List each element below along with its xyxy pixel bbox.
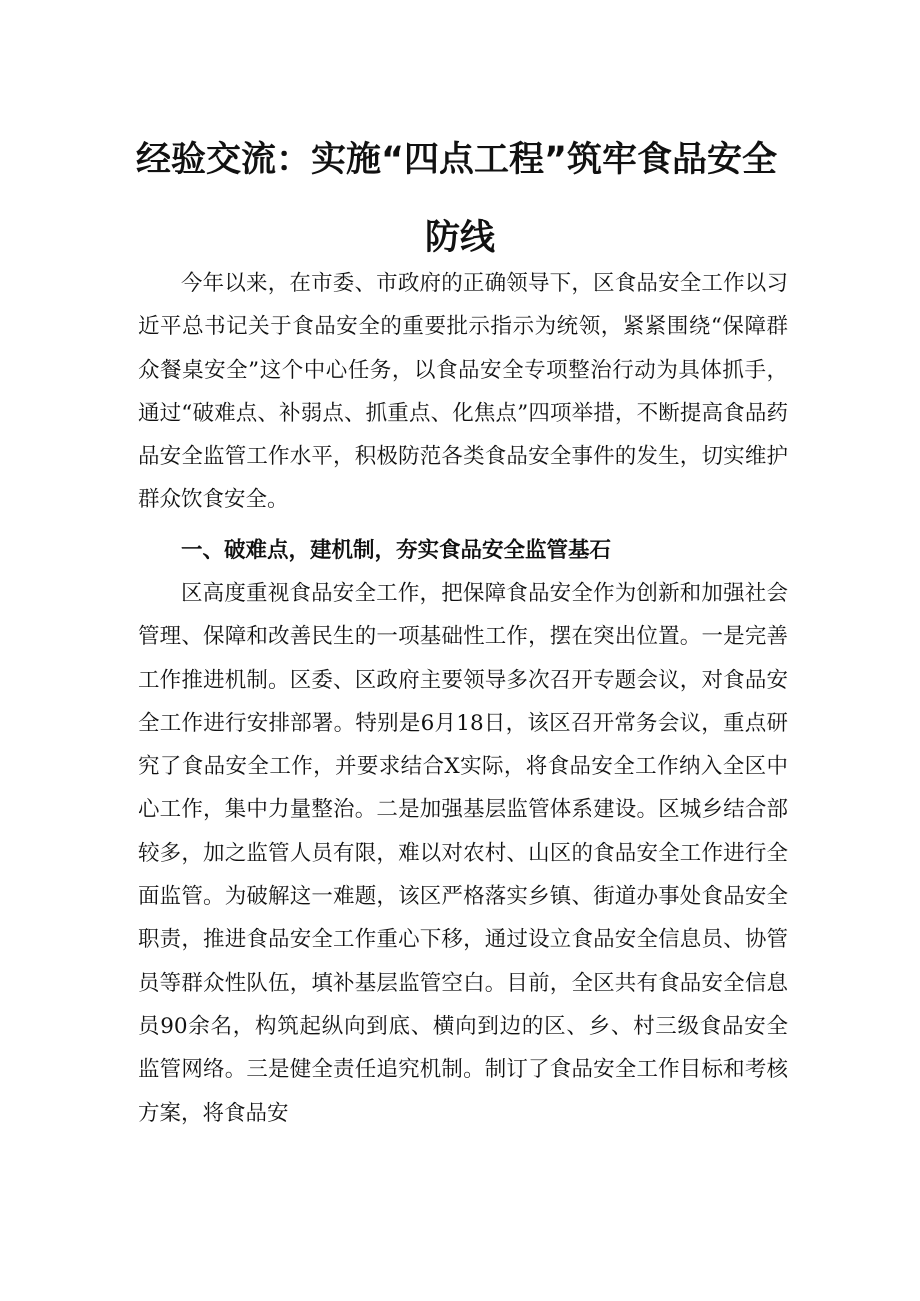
- document-title-line-2: 防线: [424, 218, 495, 258]
- body-paragraph-intro: [138, 262, 788, 522]
- section-heading-text: 一、破难点，建机制，夯实食品安全监管基石: [181, 538, 612, 563]
- body-paragraph-section-1: [138, 572, 788, 1135]
- paragraph-text: 区高度重视食品安全工作，把保障食品安全作为创新和加强社会管理、保障和改善民生的一项基础性工作，摆在突出位置。一是完善工作推进机制。区委、区政府主要领导多次召开专题会议，对食品安全工作进行安排部署。特别是6月18日，该区召开常务会议，重点研究了食品安全工作，并要求结合X实际，将食品安全工作纳入全区中心工作，集中力量整治。二是加强基层监管体系建设。区城乡结合部较多，加之监管人员有限，难以对农村、山区的食品安全工作进行全面监管。为破解这一难题，该区严格落实乡镇、街道办事处食品安全职责，推进食品安全工作重心下移，通过设立食品安全信息员、协管员等群众性队伍，填补基层监管空白。目前，全区共有食品安全信息员90余名，构筑起纵向到底、横向到边的区、乡、村三级食品安全监管网络。三是健全责任追究机制。制订了食品安全工作目标和考核方案，将食品安: [138, 581, 788, 1126]
- paragraph-text: 今年以来，在市委、市政府的正确领导下，区食品安全工作以习近平总书记关于食品安全的重要批示指示为统领，紧紧围绕“保障群众餐桌安全”这个中心任务，以食品安全专项整治行动为具体抓手，通过“破难点、补弱点、抓重点、化焦点”四项举措，不断提高食品药品安全监管工作水平，积极防范各类食品安全事件的发生，切实维护群众饮食安全。: [138, 271, 788, 513]
- document-title-line-1: 经验交流：实施“四点工程”筑牢食品安全: [136, 140, 778, 180]
- section-heading-1: [138, 529, 788, 572]
